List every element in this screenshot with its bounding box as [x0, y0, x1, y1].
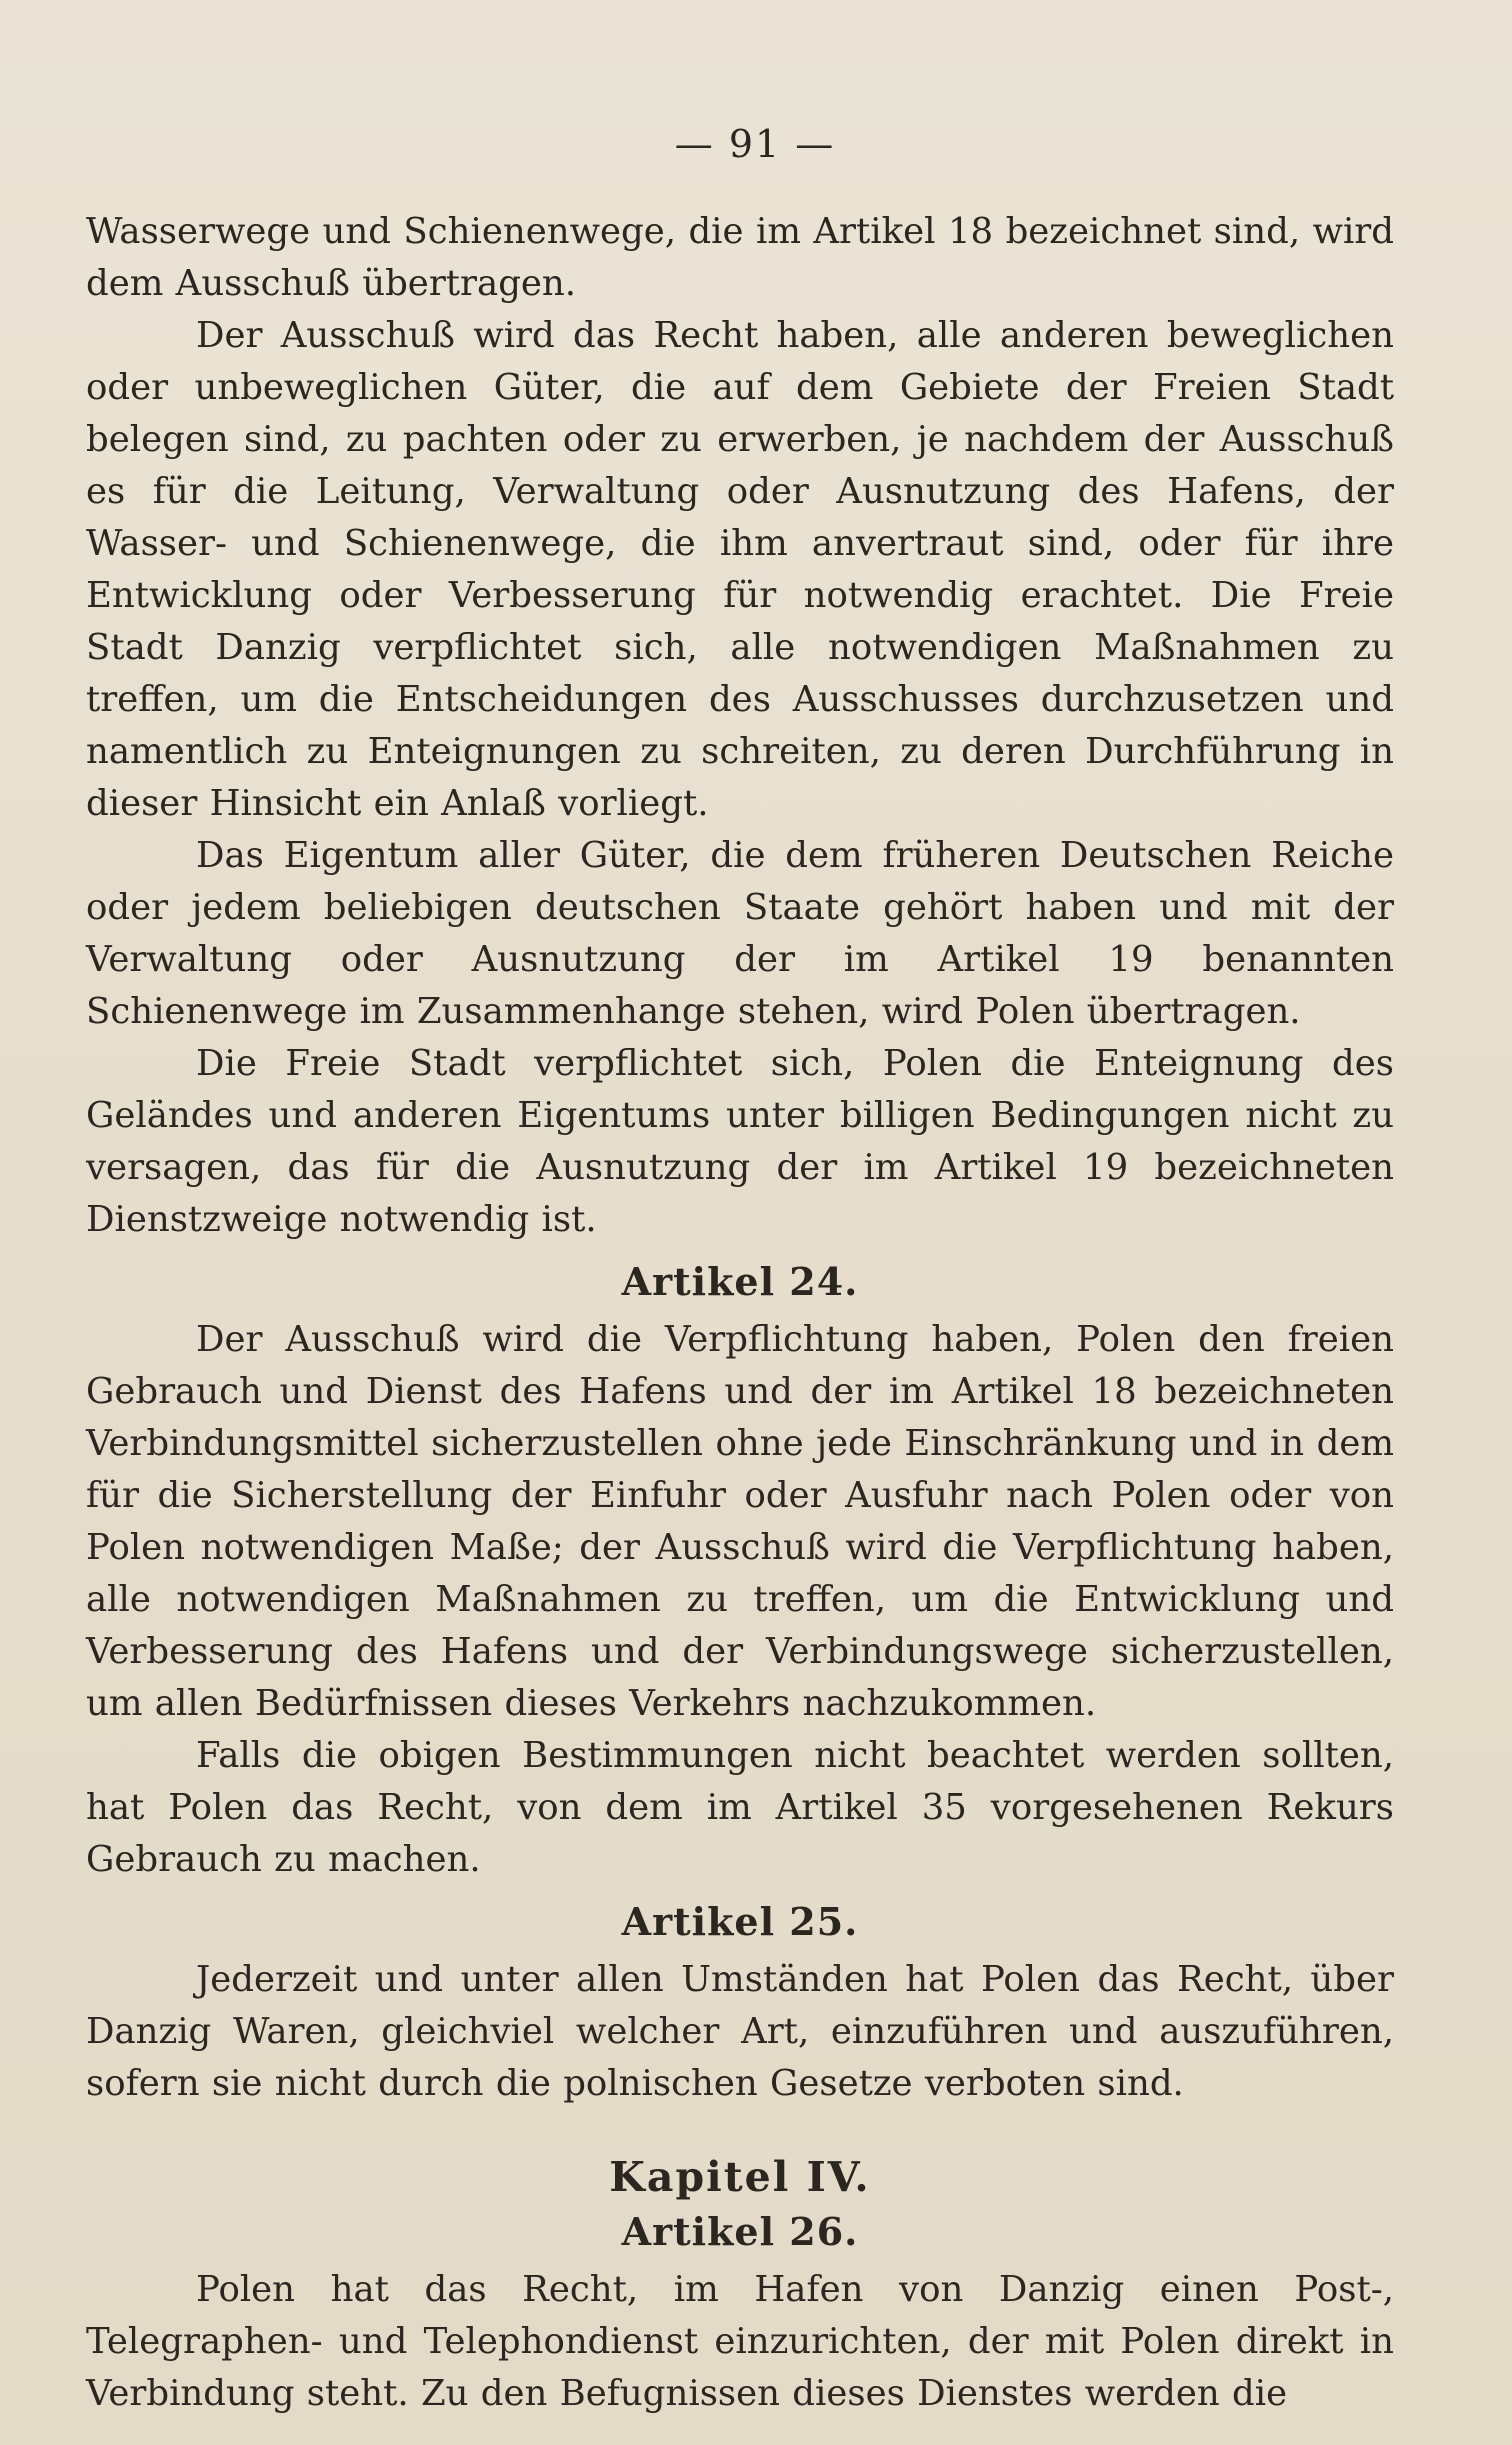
chapter-heading: Kapitel IV.: [609, 2153, 871, 2201]
article-heading: Artikel 26.: [621, 2209, 859, 2254]
paragraph: Jederzeit und unter allen Umständen hat Polen das Recht, über Danzig Waren, gleichviel welcher Art, einzuführen und auszuführen, sofern sie nicht durch die polnischen Gesetze verboten sind.: [86, 1959, 1394, 2104]
article-heading: Artikel 25.: [621, 1899, 859, 1944]
paragraph: Der Ausschuß wird die Verpflichtung haben, Polen den freien Gebrauch und Dienst des Hafens und der im Artikel 18 bezeichneten Verbindungsmittel sicherzustellen ohne jede Einschränkung und in dem für die Sicherstellung der Einfuhr oder Ausfuhr nach Polen oder von Polen notwendigen Maße; der Ausschuß wird die Verpflichtung haben, alle notwendigen Maßnahmen zu treffen, um die Entwicklung und Verbesserung des Hafens und der Verbindungswege sicherzustellen, um allen Bedürfnissen dieses Verkehrs nachzukommen.: [86, 1319, 1394, 1724]
paragraph: Der Ausschuß wird das Recht haben, alle anderen beweglichen oder unbeweglichen Güter, die auf dem Gebiete der Freien Stadt belegen sind, zu pachten oder zu erwerben, je nachdem der Ausschuß es für die Leitung, Verwaltung oder Ausnutzung des Hafens, der Wasser- und Schienenwege, die ihm anvertraut sind, oder für ihre Entwicklung oder Verbesserung für notwendig erachtet. Die Freie Stadt Danzig verpflichtet sich, alle notwendigen Maßnahmen zu treffen, um die Entscheidungen des Ausschusses durchzusetzen und namentlich zu Enteignungen zu schreiten, zu deren Durchführung in dieser Hinsicht ein Anlaß vorliegt.: [86, 315, 1394, 824]
paragraph: Polen hat das Recht, im Hafen von Danzig einen Post-, Telegraphen- und Telephondienst einzurichten, der mit Polen direkt in Verbindung steht. Zu den Befugnissen dieses Dienstes werden die: [86, 2269, 1394, 2414]
article-heading: Artikel 24.: [621, 1259, 859, 1304]
paragraph: Das Eigentum aller Güter, die dem früheren Deutschen Reiche oder jedem beliebigen deutschen Staate gehört haben und mit der Verwaltung oder Ausnutzung der im Artikel 19 benannten Schienenwege im Zusammenhange stehen, wird Polen übertragen.: [86, 835, 1394, 1032]
paragraph: Falls die obigen Bestimmungen nicht beachtet werden sollten, hat Polen das Recht, von dem im Artikel 35 vorgesehenen Rekurs Gebrauch zu machen.: [86, 1735, 1394, 1880]
paragraph: Die Freie Stadt verpflichtet sich, Polen die Enteignung des Geländes und anderen Eigentums unter billigen Bedingungen nicht zu versagen, das für die Ausnutzung der im Artikel 19 bezeichneten Dienstzweige notwendig ist.: [86, 1043, 1394, 1240]
page-number: — 91 —: [674, 122, 836, 166]
paragraph-continuation: Wasserwege und Schienenwege, die im Artikel 18 bezeichnet sind, wird dem Ausschuß übertragen.: [86, 211, 1394, 304]
